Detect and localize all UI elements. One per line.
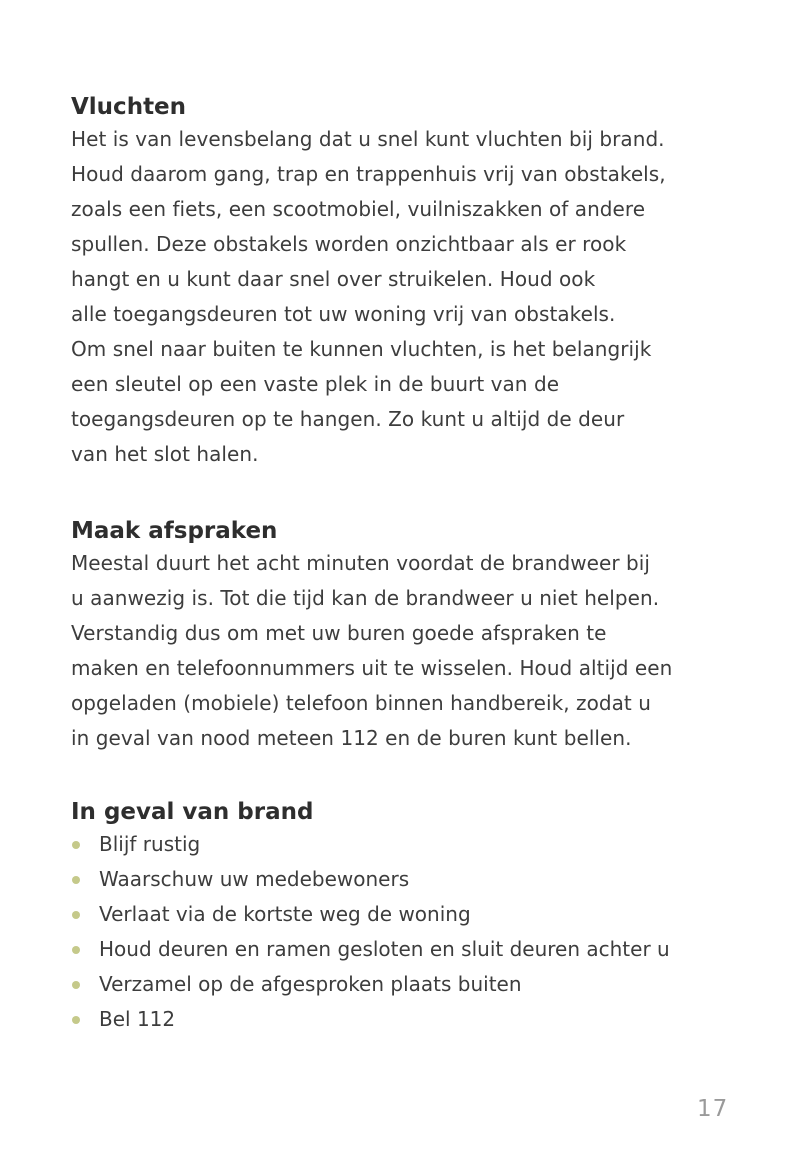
paragraph-line: Om snel naar buiten te kunnen vluchten, is het belangrijk — [71, 337, 652, 361]
list-item-text: Verzamel op de afgesproken plaats buiten — [99, 972, 522, 996]
bullet-dot-icon — [72, 841, 80, 849]
list-item-text: Bel 112 — [99, 1007, 176, 1031]
bullet-dot-icon — [72, 911, 80, 919]
section-paragraph — [71, 122, 666, 472]
paragraph-line: in geval van nood meteen 112 en de buren kunt bellen. — [71, 726, 632, 750]
paragraph-line: u aanwezig is. Tot die tijd kan de brandweer u niet helpen. — [71, 586, 660, 610]
paragraph-line: maken en telefoonnummers uit te wisselen. Houd altijd een — [71, 656, 673, 680]
paragraph-line: alle toegangsdeuren tot uw woning vrij van obstakels. — [71, 302, 616, 326]
paragraph-line: Verstandig dus om met uw buren goede afspraken te — [71, 621, 607, 645]
paragraph-line: Het is van levensbelang dat u snel kunt vluchten bij brand. — [71, 127, 665, 151]
bullet-dot-icon — [72, 1016, 80, 1024]
paragraph-line: spullen. Deze obstakels worden onzichtbaar als er rook — [71, 232, 627, 256]
paragraph-line: Meestal duurt het acht minuten voordat de brandweer bij — [71, 551, 650, 575]
section-vluchten — [71, 92, 666, 472]
section-paragraph — [71, 546, 672, 756]
section-in-geval-van-brand — [71, 797, 670, 1037]
paragraph-line: Houd daarom gang, trap en trappenhuis vrij van obstakels, — [71, 162, 666, 186]
paragraph-line: een sleutel op een vaste plek in de buurt van de — [71, 372, 560, 396]
list-item-text: Waarschuw uw medebewoners — [99, 867, 410, 891]
paragraph-line: van het slot halen. — [71, 442, 259, 466]
bullet-dot-icon — [72, 876, 80, 884]
bullet-dot-icon — [72, 946, 80, 954]
bullet-list — [71, 827, 670, 1037]
paragraph-line: opgeladen (mobiele) telefoon binnen handbereik, zodat u — [71, 691, 651, 715]
paragraph-line: toegangsdeuren op te hangen. Zo kunt u altijd de deur — [71, 407, 625, 431]
list-item — [71, 897, 670, 932]
paragraph-line: zoals een fiets, een scootmobiel, vuilniszakken of andere — [71, 197, 646, 221]
list-item-text: Blijf rustig — [99, 832, 201, 856]
list-item — [71, 1002, 670, 1037]
page-number: 17 — [697, 1096, 729, 1122]
section-maak-afspraken — [71, 516, 672, 756]
section-heading: In geval van brand — [71, 799, 314, 825]
section-heading: Maak afspraken — [71, 518, 278, 544]
list-item-text: Verlaat via de kortste weg de woning — [99, 902, 471, 926]
list-item — [71, 932, 670, 967]
list-item — [71, 967, 670, 1002]
section-heading: Vluchten — [71, 94, 187, 120]
list-item — [71, 862, 670, 897]
list-item-text: Houd deuren en ramen gesloten en sluit deuren achter u — [99, 937, 670, 961]
list-item — [71, 827, 670, 862]
paragraph-line: hangt en u kunt daar snel over struikelen. Houd ook — [71, 267, 596, 291]
bullet-dot-icon — [72, 981, 80, 989]
